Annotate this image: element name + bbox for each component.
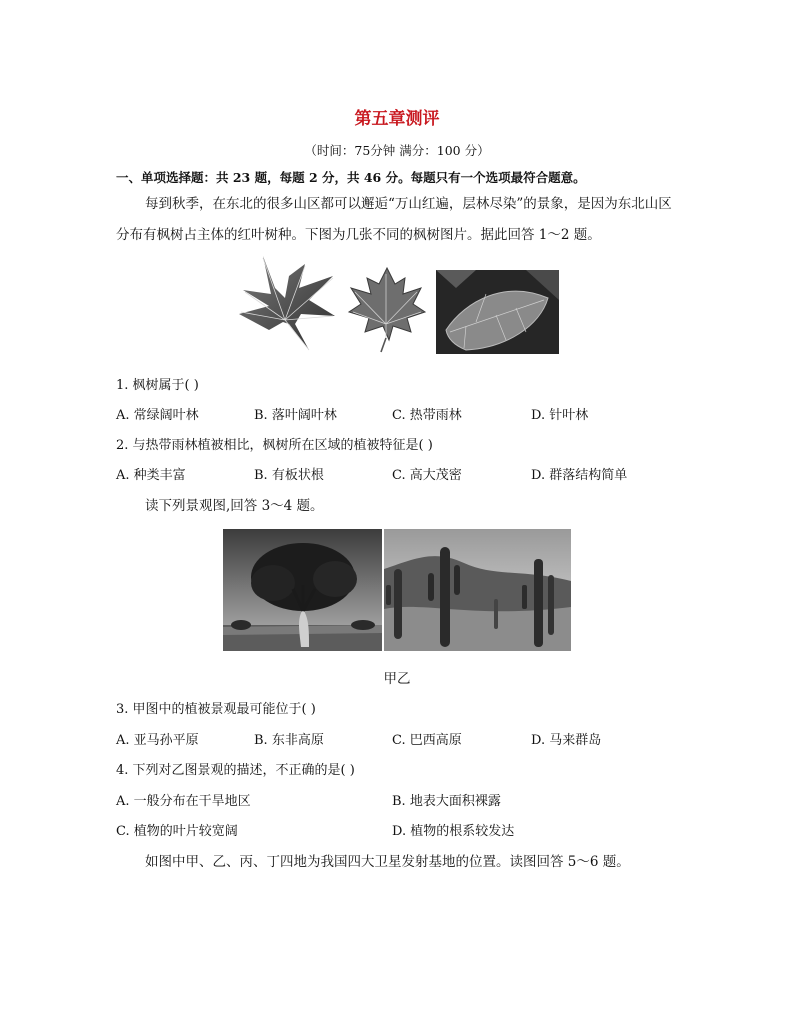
exam-meta: （时间：75分钟 满分：100 分）: [304, 143, 490, 158]
question-1-option-d[interactable]: D. 针叶林: [531, 408, 589, 423]
page-title: 第五章测评: [354, 109, 440, 129]
landscape-image-yi: [384, 529, 571, 651]
question-4-option-b[interactable]: B. 地表大面积裸露: [392, 794, 501, 809]
question-3-option-a[interactable]: A. 亚马孙平原: [116, 733, 199, 748]
intro-paragraph-1-line-2: 分布有枫树占主体的红叶树种。下图为几张不同的枫树图片。据此回答 1～2 题。: [116, 227, 601, 243]
question-1-option-a[interactable]: A. 常绿阔叶林: [116, 408, 199, 423]
question-2-option-b[interactable]: B. 有板状根: [254, 468, 324, 483]
question-2-option-a[interactable]: A. 种类丰富: [116, 468, 186, 483]
question-4-option-a[interactable]: A. 一般分布在干旱地区: [116, 794, 251, 809]
question-1-stem: 1. 枫树属于( ): [116, 378, 199, 393]
question-2-option-c[interactable]: C. 高大茂密: [392, 468, 462, 483]
question-3-stem: 3. 甲图中的植被景观最可能位于( ): [116, 702, 316, 717]
question-2-option-d[interactable]: D. 群落结构简单: [531, 468, 628, 483]
question-4-stem: 4. 下列对乙图景观的描述，不正确的是( ): [116, 763, 355, 778]
question-1-option-b[interactable]: B. 落叶阔叶林: [254, 408, 337, 423]
question-4-option-d[interactable]: D. 植物的根系较发达: [392, 824, 515, 839]
question-3-option-d[interactable]: D. 马来群岛: [531, 733, 602, 748]
section-heading: 一、单项选择题：共 23 题，每题 2 分，共 46 分。每题只有一个选项最符合题意。: [116, 170, 586, 185]
maple-leaf-image-3: [436, 270, 559, 354]
question-1-option-c[interactable]: C. 热带雨林: [392, 408, 462, 423]
question-3-option-b[interactable]: B. 东非高原: [254, 733, 324, 748]
question-4-option-c[interactable]: C. 植物的叶片较宽阔: [116, 824, 238, 839]
figure-caption: 甲乙: [383, 671, 411, 687]
maple-leaf-image-1: [235, 254, 337, 352]
intro-paragraph-2: 读下列景观图,回答 3～4 题。: [145, 498, 324, 514]
intro-paragraph-3: 如图中甲、乙、丙、丁四地为我国四大卫星发射基地的位置。读图回答 5～6 题。: [145, 854, 630, 870]
question-2-stem: 2. 与热带雨林植被相比，枫树所在区域的植被特征是( ): [116, 438, 433, 453]
intro-paragraph-1-line-1: 每到秋季，在东北的很多山区都可以邂逅“万山红遍，层林尽染”的景象，是因为东北山区: [145, 196, 672, 212]
maple-leaf-image-2: [345, 266, 427, 354]
question-3-option-c[interactable]: C. 巴西高原: [392, 733, 462, 748]
landscape-image-jia: [223, 529, 382, 651]
